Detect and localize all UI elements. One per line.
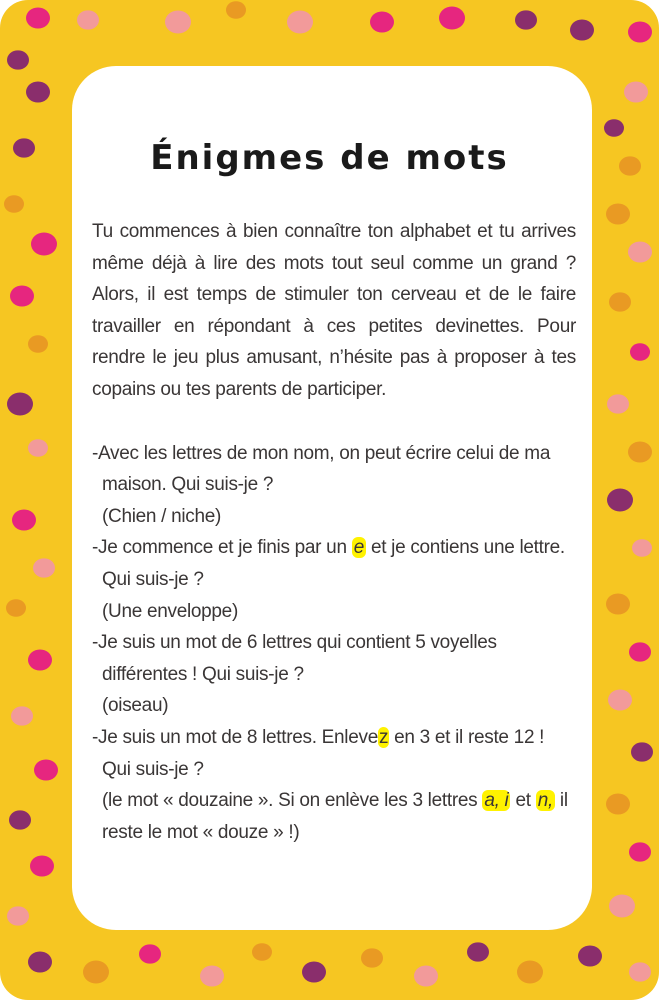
decorative-dot — [628, 241, 652, 262]
decorative-dot — [83, 961, 109, 984]
decorative-dot — [4, 195, 24, 213]
riddle-2 — [92, 532, 576, 627]
decorative-dot — [630, 343, 650, 361]
decorative-dot — [629, 842, 651, 861]
riddle-question: -Je suis un mot de 6 lettres qui contient 5 voyelles différentes ! Qui suis-je ? — [92, 632, 497, 685]
decorative-dot — [11, 706, 33, 725]
riddle-question: -Avec les lettres de mon nom, on peut écrire celui de ma maison. Qui suis-je ? — [92, 442, 551, 496]
intro-paragraph: Tu commences à bien connaître ton alphabet et tu arrives même déjà à lire des mots tout seul comme un grand ? Alors, il est temps de stimuler ton cerveau et de le faire travailler en répondant à ces petites devinettes. Pour rendre le jeu plus amusant, n’hésite pas à proposer à tes copains ou tes parents de participer. — [92, 221, 576, 400]
decorative-dot — [34, 759, 58, 780]
decorative-dot — [607, 489, 633, 512]
decorative-dot — [252, 943, 272, 961]
highlighted-letter: e — [353, 537, 364, 559]
decorative-dot — [28, 951, 52, 972]
decorative-dot — [467, 942, 489, 961]
answer-text: et — [510, 790, 536, 812]
decorative-dot — [139, 944, 161, 963]
decorative-dot — [609, 895, 635, 918]
decorative-dot — [30, 855, 54, 876]
question-text: en 3 et il reste 12 ! Qui suis-je ? — [102, 726, 545, 780]
decorative-dot — [578, 945, 602, 966]
answer-text: (le mot « douzaine ». Si on enlève les 3 lettres — [102, 790, 483, 812]
riddle-answer: (Chien / niche) — [102, 505, 222, 527]
decorative-dot — [624, 81, 648, 102]
decorative-dot — [606, 203, 630, 224]
decorative-dot — [7, 50, 29, 69]
decorative-dot — [26, 81, 50, 102]
decorative-dot — [607, 394, 629, 413]
decorative-dot — [604, 119, 624, 137]
riddle-1 — [92, 438, 576, 533]
riddle-question — [92, 722, 576, 785]
decorative-dot — [7, 393, 33, 416]
answer-text: il reste le mot « douze » !) — [102, 790, 568, 843]
question-text: -Je suis un mot de 8 lettres. Enleve — [92, 726, 378, 748]
decorative-dot — [302, 961, 326, 982]
decorative-dot — [200, 965, 224, 986]
decorative-dot — [77, 10, 99, 29]
riddle-answer: (oiseau) — [102, 695, 169, 717]
decorative-dot — [629, 642, 651, 661]
decorative-dot — [31, 233, 57, 256]
decorative-dot — [632, 539, 652, 557]
card-body — [92, 216, 576, 848]
decorative-dot — [515, 10, 537, 29]
decorative-dot — [165, 11, 191, 34]
decorative-dot — [28, 649, 52, 670]
decorative-dot — [287, 11, 313, 34]
highlighted-letters: n, — [537, 790, 553, 812]
decorative-dot — [226, 1, 246, 19]
riddle-question — [92, 532, 576, 595]
decorative-dot — [28, 335, 48, 353]
decorative-dot — [26, 7, 50, 28]
riddle-answer — [92, 785, 576, 848]
decorative-dot — [631, 742, 653, 761]
decorative-dot — [414, 965, 438, 986]
decorative-dot — [609, 292, 631, 311]
riddle-4 — [92, 722, 576, 848]
decorative-dot — [370, 11, 394, 32]
highlighted-letters: a, i — [484, 790, 509, 812]
decorative-dot — [28, 439, 48, 457]
question-text: et je contiens une lettre. Qui suis-je ? — [102, 537, 565, 590]
decorative-dot — [439, 7, 465, 30]
decorative-dot — [570, 19, 594, 40]
decorative-dot — [7, 906, 29, 925]
decorative-dot — [606, 593, 630, 614]
decorative-dot — [9, 810, 31, 829]
page-title: Énigmes de mots — [150, 138, 509, 178]
decorative-dot — [517, 961, 543, 984]
decorative-dot — [628, 21, 652, 42]
riddle-3 — [92, 627, 576, 722]
decorative-dot — [12, 509, 36, 530]
decorative-dot — [608, 689, 632, 710]
decorative-dot — [6, 599, 26, 617]
highlighted-letter: z — [378, 726, 389, 748]
decorative-dot — [606, 793, 630, 814]
decorative-dot — [628, 441, 652, 462]
riddle-answer: (Une enveloppe) — [102, 600, 238, 622]
decorative-dot — [10, 285, 34, 306]
question-text: -Je commence et je finis par un — [92, 537, 352, 559]
decorative-dot — [361, 948, 383, 967]
decorative-dot — [33, 558, 55, 577]
decorative-dot — [629, 962, 651, 981]
